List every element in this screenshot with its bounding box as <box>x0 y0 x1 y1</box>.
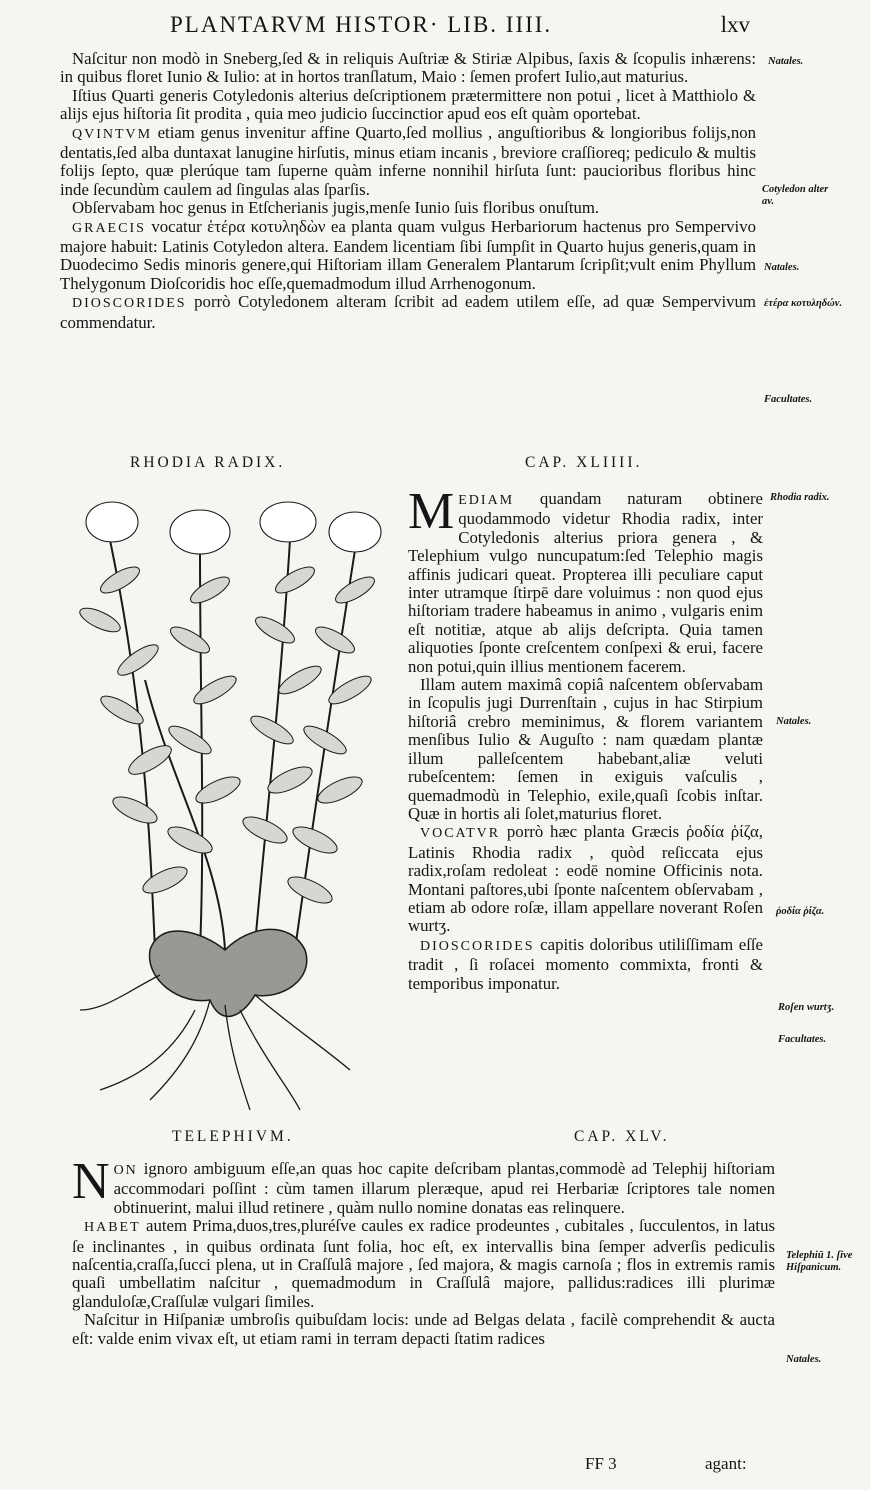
paragraph: Obſervabam hoc genus in Etſcherianis jugis,menſe Iunio ſuis floribus onuſtum. <box>72 198 600 218</box>
paragraph: Illam autem maximâ copiâ naſcentem obſervabam in ſcopulis jugi Durrenſtain , cujus in hac Stirpium hiſtoriâ crebro meminimus, & florem variantem menſibus Iulio & Auguſto : nam quædam plantæ illum palleſcentem habebant,aliæ veluti rubeſcentem: ſemen in exiguis vaſculis , quemadmodù in Telephio, exile,quaſi ſcobis inſtar. Quæ in hortis ali ſolet,maturius floret. <box>408 675 763 823</box>
chapter-heading-44: CAP. XLIIII. <box>525 454 643 471</box>
drop-cap: N <box>72 1153 110 1210</box>
drop-cap: M <box>408 483 455 540</box>
margin-note-natales: Natales. <box>768 56 804 67</box>
paragraph: NON ignoro ambiguum eſſe,an quas hoc capite deſcribam plantas,commodè ad Telephij hiſtoriam accommodari poſſint : cùm tamen illarum pleræque, apud rei Herbariæ ſcriptores tale nomen obtinuerint, malui illud retinere , quàm nullo nomine donatas eas relinquere. <box>72 1153 775 1217</box>
paragraph: HABET autem Prima,duos,tres,pluréſve caules ex radice prodeuntes , cubitales , ſucculentos, in latus ſe inclinantes , in quibus ordinata ſunt folia, hoc eſt, ex intervallis bina ſemper adverſis pediculis naſcentia,craſſa,ſucci plena, ut in Craſſulâ majore , ſed majora, & magis carnoſa ; flos in extremis ramis quaſi umbellatim naſcitur , quemadmodum in Craſſulâ majore, pallidus:radices illi plurimæ glanduloſæ,Craſſulæ vulgari ſimiles. <box>72 1216 775 1311</box>
paragraph: GRAECIS vocatur ἑτέρα κοτυληδὼν ea planta quam vulgus Herbariorum hactenus pro Sempervivo majore habuit: Latinis Cotyledon altera. Eandem licentiam ſibi ſumpſit in Quarto hujus generis,quam in Duodecimo Sedis minoris genere,qui Hiſtoriam illam Generalem Plantarum ſcripſit;vult enim Phyllum Thelygonum Dioſcoridis hoc eſſe,quemadmodum illud Arrhenogonum. <box>60 216 756 293</box>
margin-note-rhodia-greek: ῥοδία ῥίζα. <box>776 906 825 917</box>
upper-text-block <box>60 50 756 332</box>
margin-note-greek-name: ἑτέρα κοτυληδών. <box>764 298 843 309</box>
rhodia-text-block <box>408 483 763 993</box>
paragraph: DIOSCORIDES capitis doloribus utiliſſimam eſſe tradit , ſi roſacei momento commixta, fronti & temporibus imponatur. <box>408 934 763 993</box>
paragraph: Naſcitur in Hiſpaniæ umbroſis quibuſdam locis: unde ad Belgas delata , facilè comprehendit & aucta eſt: valde enim vivax eſt, ut etiam rami in terram depacti ſtatim radices <box>72 1310 775 1348</box>
rhodia-radix-woodcut <box>50 480 400 1120</box>
margin-note-facultates: Facultates. <box>778 1034 827 1045</box>
margin-note-natales: Natales. <box>776 716 812 727</box>
folio-number: lxv <box>720 12 750 37</box>
margin-note-rhodia-radix: Rhodia radix. <box>770 492 830 503</box>
signature-mark: FF 3 <box>585 1454 617 1473</box>
catchword: agant: <box>705 1454 747 1473</box>
margin-note-natales: Natales. <box>786 1354 822 1365</box>
paragraph: QVINTVM etiam genus invenitur affine Quarto,ſed mollius , anguſtioribus & longioribus folijs,non dentatis,ſed alba duntaxat lanugine hirſutis, minus etiam incanis , breviore craſſioreq; pediculo & multis folijs ſepto, quæ plerúque tam ſuperne quàm inferne nonnihil hirſuta ſunt: paucioribus floribus hinc inde ſecundùm caulem ad ſingulas alas ſparſis. <box>60 122 756 199</box>
chapter-heading-45: CAP. XLV. <box>574 1128 670 1145</box>
paragraph: VOCATVR porrò hæc planta Græcis ῥοδία ῥίζα, Latinis Rhodia radix , quòd reſiccata ejus radix,roſam redoleat : eodē nomine Officinis nota. Montani paſtores,ubi ſponte naſcentem obſervabam , etiam ab odore roſæ, illam appellare noverant Roſen wurtʒ. <box>408 822 763 936</box>
margin-note-rosen-wurtz: Roſen wurtʒ. <box>778 1002 835 1013</box>
margin-note-facultates: Facultates. <box>764 394 813 405</box>
running-title: PLANTARVM HISTOR· LIB. IIII. <box>170 12 553 37</box>
margin-note-cotyledon: Cotyledon alter av. <box>762 184 829 207</box>
paragraph: DIOSCORIDES porrò Cotyledonem alteram ſcribit ad eadem utilem eſſe, ad quæ Sempervivum commendatur. <box>60 292 756 332</box>
margin-note-natales: Natales. <box>764 262 800 273</box>
paragraph: Naſcitur non modò in Sneberg,ſed & in reliquis Auſtriæ & Stiriæ Alpibus, ſaxis & ſcopulis inhærens: in quibus floret Iunio & Iulio: at in hortos tranſlatum, Maio : ſemen profert Iulio,aut maturius. <box>60 49 756 87</box>
page-header <box>170 12 750 48</box>
figure-title-rhodia: RHODIA RADIX. <box>130 454 286 471</box>
margin-note-telephium: Telephiū 1. ſive Hiſpanicum. <box>786 1250 853 1273</box>
paragraph: MEDIAM quandam naturam obtinere quodammodo videtur Rhodia radix, inter Cotyledonis alterius priora genera , & Telephium vulgo nuncupatum:ſed Telephio magis affinis judicari queat. Propterea illi peculiare caput inter utramque ſtirpē dare voluimus : non quod ejus hiſtoriam tradere habeamus in animo , vulgaris enim eſt notitiæ, atque ab alijs deſcripta. Quia tamen aliquoties ſponte creſcentem conſpexi & erui, facere non potui,quin illius mentionem facerem. <box>408 483 763 676</box>
paragraph: Iſtius Quarti generis Cotyledonis alterius deſcriptionem prætermittere non potui , licet à Matthiolo & alijs ejus hiſtoria ſit prodita , quia meo judicio ſuccinctior apud eos eſt quàm oportebat. <box>60 85 756 124</box>
telephium-text-block <box>72 1153 775 1348</box>
figure-title-telephium: TELEPHIVM. <box>172 1128 294 1145</box>
